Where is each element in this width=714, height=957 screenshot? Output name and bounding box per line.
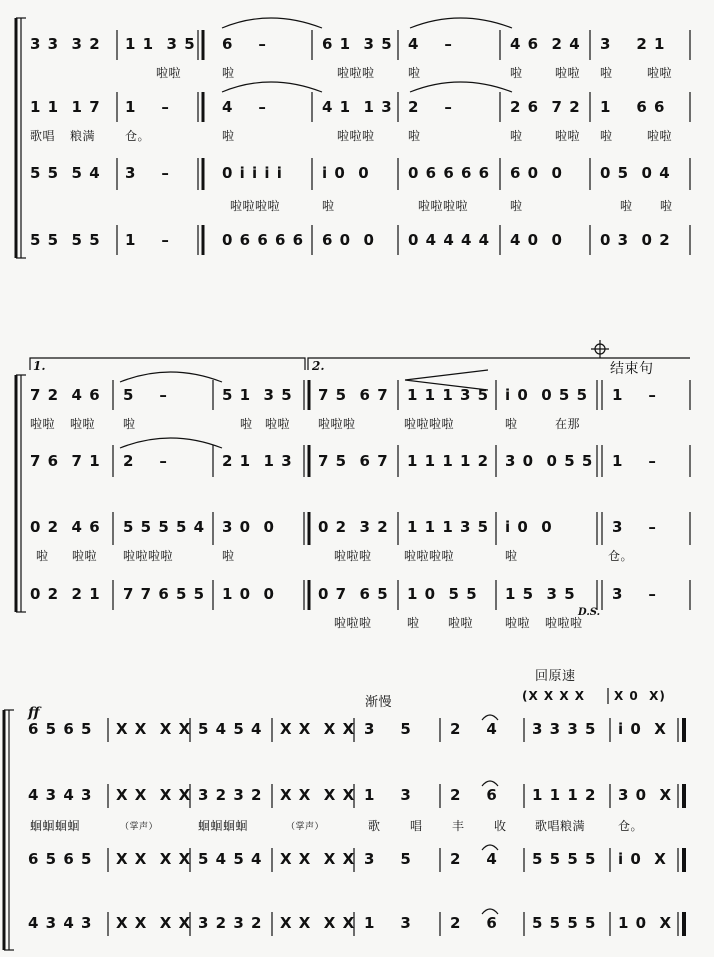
- measure: 3 5: [364, 720, 412, 738]
- lyric: 在那: [555, 417, 581, 431]
- ds-marking: D.S.: [578, 607, 601, 618]
- measure: 7 2 4 6: [30, 386, 101, 404]
- measure: 6 0 0: [322, 231, 375, 249]
- measure: 0 4 4 4 4: [408, 231, 491, 249]
- measure: X X X X: [116, 914, 192, 932]
- measure: 0 5 0 4: [600, 164, 671, 182]
- coda-label: 结束句: [610, 361, 654, 377]
- measure: 3 –: [125, 164, 170, 182]
- measure: 2 –: [123, 452, 168, 470]
- measure: 7 6 7 1: [30, 452, 101, 470]
- measure: 1 1 1 3 5: [407, 386, 490, 404]
- lyric: 啦啦: [555, 66, 581, 80]
- lyric: 啦啦啦啦: [123, 549, 174, 563]
- measure: 4 3 4 3: [28, 786, 93, 804]
- lyric: 啦: [505, 549, 518, 563]
- measure: 1 3: [364, 914, 412, 932]
- lyric: 啦啦啦: [545, 616, 583, 630]
- measure: 5 4 5 4: [198, 720, 263, 738]
- measure: 0 2 2 1: [30, 585, 101, 603]
- measure: 0 i i i i: [222, 164, 283, 182]
- measure: 4 6 2 4: [510, 35, 581, 53]
- lyric: 啦啦: [647, 129, 673, 143]
- measure: i 0 0 5 5: [505, 386, 589, 404]
- measure: 3 3 3 5: [532, 720, 597, 738]
- measure: 5 1 3 5: [222, 386, 293, 404]
- lyric: 啦啦啦啦: [404, 417, 455, 431]
- lyric: 啦啦: [70, 417, 96, 431]
- measure: 0 2 4 6: [30, 518, 101, 536]
- measure: 7 5 6 7: [318, 386, 389, 404]
- measure: i 0 X: [618, 720, 667, 738]
- measure: 1 –: [125, 98, 170, 116]
- measure: 4 –: [222, 98, 267, 116]
- measure: 1 0 5 5: [407, 585, 478, 603]
- measure: X X X X: [280, 914, 356, 932]
- lyric: 啦啦啦啦: [418, 199, 469, 213]
- measure: 3 0 0: [222, 518, 275, 536]
- measure: 5 5 5 5 4: [123, 518, 206, 536]
- measure: i 0 X: [618, 850, 667, 868]
- lyric: 啦啦啦: [337, 129, 375, 143]
- measure: 6 –: [222, 35, 267, 53]
- lyric: 啦啦啦: [318, 417, 356, 431]
- measure: 3 3 3 2: [30, 35, 101, 53]
- measure: 0 6 6 6 6: [222, 231, 305, 249]
- measure: 1 1 1 1 2: [407, 452, 490, 470]
- measure: X X X X: [280, 786, 356, 804]
- measure: 0 6 6 6 6: [408, 164, 491, 182]
- measure: 1 1 1 3 5: [407, 518, 490, 536]
- lyric: 啦啦: [156, 66, 182, 80]
- lyric: 啦啦: [505, 616, 531, 630]
- lyric: 歌唱: [30, 129, 56, 143]
- measure: 5 5 5 5: [30, 231, 101, 249]
- measure: 0 2 3 2: [318, 518, 389, 536]
- measure: 1 1 1 2: [532, 786, 597, 804]
- lyric: 啦: [600, 66, 613, 80]
- lyric: 啦: [505, 417, 518, 431]
- lyric: 啦啦: [647, 66, 673, 80]
- lyric: 啦: [510, 129, 523, 143]
- measure: 1 1 3 5: [125, 35, 196, 53]
- lyric: 歌: [368, 819, 381, 833]
- lyric: 啦: [600, 129, 613, 143]
- measure: 0 7 6 5: [318, 585, 389, 603]
- measure: 1 5 3 5: [505, 585, 576, 603]
- lyric: 啦: [322, 199, 335, 213]
- tempo-ritardando: 渐慢: [365, 695, 393, 710]
- lyric: 啦啦: [265, 417, 291, 431]
- measure: 2 6: [450, 786, 498, 804]
- lyric: 仓。: [608, 549, 634, 563]
- lyric: 粮满: [70, 129, 96, 143]
- measure: 6 1 3 5: [322, 35, 393, 53]
- lyric: 啦啦: [555, 129, 581, 143]
- measure: 2 4: [450, 850, 498, 868]
- lyric: （掌声）: [120, 822, 159, 832]
- measure: 1 0 0: [222, 585, 275, 603]
- measure: 1 0 X: [618, 914, 673, 932]
- lyric: 啦啦啦: [334, 616, 372, 630]
- lyric: 啦: [123, 417, 136, 431]
- lyric: 啦啦啦啦: [230, 199, 281, 213]
- measure: 5 5 5 4: [30, 164, 101, 182]
- lyric: 啦: [36, 549, 49, 563]
- lyric: 啦: [222, 66, 235, 80]
- measure: 3 2 1: [600, 35, 666, 53]
- lyric: 蛔蛔蛔蛔: [30, 819, 81, 833]
- measure: X X X X: [116, 786, 192, 804]
- measure: 4 0 0: [510, 231, 563, 249]
- lyric: 仓。: [618, 819, 644, 833]
- measure: 1 –: [612, 386, 657, 404]
- lyric: 丰: [452, 819, 465, 833]
- measure: 3 0 0 5 5: [505, 452, 594, 470]
- measure: 2 1 1 3: [222, 452, 293, 470]
- measure: X X X X: [280, 720, 356, 738]
- lyric: 啦啦啦: [334, 549, 372, 563]
- lyric: （掌声）: [286, 822, 325, 832]
- measure: i 0 0: [322, 164, 370, 182]
- tempo-a-tempo: 回原速: [535, 669, 576, 684]
- measure: 4 1 1 3: [322, 98, 393, 116]
- measure: 3 0 X: [618, 786, 673, 804]
- measure: 1 6 6: [600, 98, 666, 116]
- measure: 5 5 5 5: [532, 850, 597, 868]
- lyric: 啦: [408, 129, 421, 143]
- measure: X X X X: [280, 850, 356, 868]
- measure: 3 2 3 2: [198, 786, 263, 804]
- lyric: 啦啦: [448, 616, 474, 630]
- dynamic-marking: ff: [28, 705, 40, 721]
- measure: 1 3: [364, 786, 412, 804]
- lyric: 仓。: [125, 129, 151, 143]
- lyric: 啦: [660, 199, 673, 213]
- measure: 3 2 3 2: [198, 914, 263, 932]
- lyric: 啦啦啦啦: [404, 549, 455, 563]
- measure: 2 6 7 2: [510, 98, 581, 116]
- measure: 5 4 5 4: [198, 850, 263, 868]
- lyric: 啦: [222, 549, 235, 563]
- measure: X X X X: [116, 850, 192, 868]
- lyric: 蛔蛔蛔蛔: [198, 819, 249, 833]
- volta-1-label: 1.: [33, 359, 46, 373]
- measure: 4 –: [408, 35, 453, 53]
- measure: 0 3 0 2: [600, 231, 671, 249]
- lyric: 收: [494, 819, 507, 833]
- rhythm-pattern: X 0 X): [614, 689, 666, 703]
- measure: 3 –: [612, 518, 657, 536]
- measure: 2 4: [450, 720, 498, 738]
- measure: 5 –: [123, 386, 168, 404]
- measure: 3 –: [612, 585, 657, 603]
- measure: 4 3 4 3: [28, 914, 93, 932]
- measure: i 0 0: [505, 518, 553, 536]
- measure: 1 –: [125, 231, 170, 249]
- measure: 2 –: [408, 98, 453, 116]
- measure: 6 5 6 5: [28, 720, 93, 738]
- measure: 6 0 0: [510, 164, 563, 182]
- measure: 1 –: [612, 452, 657, 470]
- lyric: 啦啦: [72, 549, 98, 563]
- lyric: 啦: [510, 66, 523, 80]
- lyric: 啦: [510, 199, 523, 213]
- measure: 6 5 6 5: [28, 850, 93, 868]
- lyric: 歌唱粮满: [535, 819, 586, 833]
- lyric: 啦: [408, 66, 421, 80]
- lyric: 啦: [407, 616, 420, 630]
- measure: 5 5 5 5: [532, 914, 597, 932]
- measure: 3 5: [364, 850, 412, 868]
- measure: 7 7 6 5 5: [123, 585, 206, 603]
- lyric: 啦: [222, 129, 235, 143]
- measure: 1 1 1 7: [30, 98, 101, 116]
- lyric: 啦啦啦: [337, 66, 375, 80]
- volta-2-label: 2.: [312, 359, 325, 373]
- lyric: 唱: [410, 819, 423, 833]
- measure: 2 6: [450, 914, 498, 932]
- lyric: 啦: [240, 417, 253, 431]
- measure: X X X X: [116, 720, 192, 738]
- measure: 7 5 6 7: [318, 452, 389, 470]
- rhythm-pattern: (X X X X: [522, 689, 586, 703]
- lyric: 啦啦: [30, 417, 56, 431]
- lyric: 啦: [620, 199, 633, 213]
